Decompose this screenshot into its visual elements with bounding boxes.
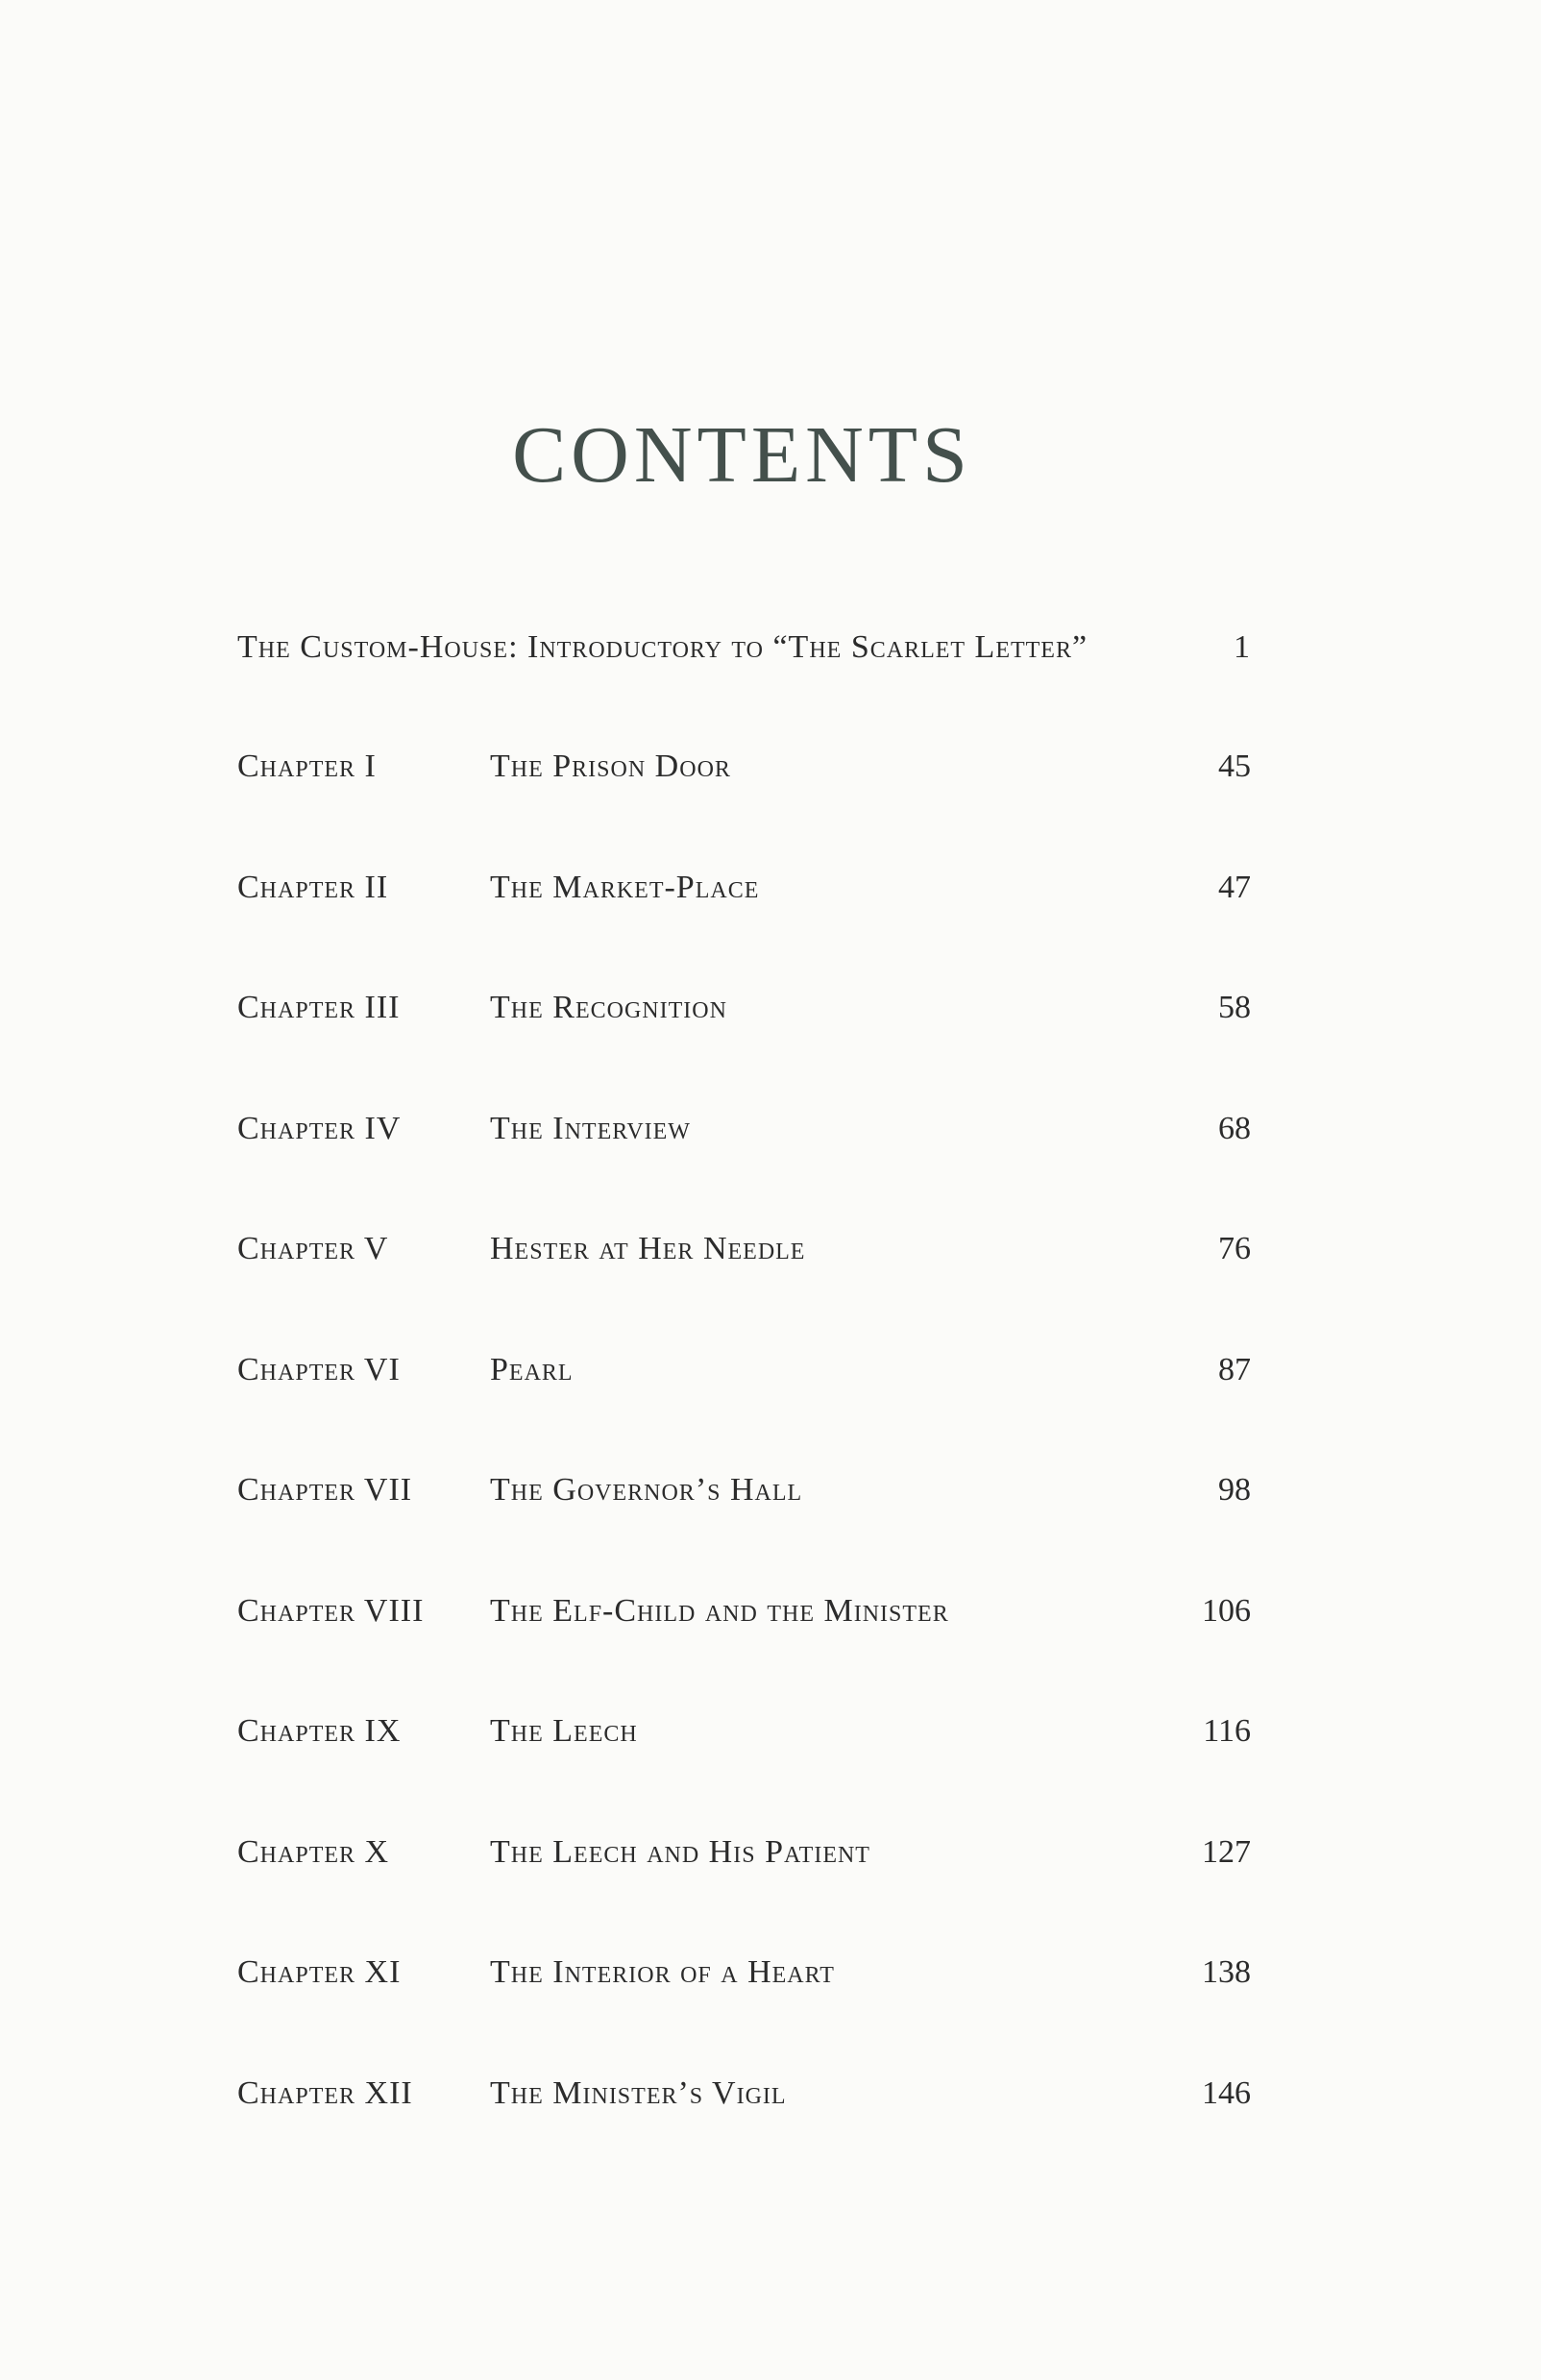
chapter-number: Chapter V (237, 1231, 389, 1266)
page-number: 68 (1218, 1110, 1251, 1146)
chapter-number: Chapter IX (237, 1713, 402, 1749)
chapter-title: The Market-Place (490, 869, 760, 905)
toc-row (237, 748, 1251, 869)
chapter-title: The Interview (490, 1110, 691, 1146)
toc-row (237, 1592, 1251, 1713)
toc-row (237, 1351, 1251, 1472)
toc-row (237, 2074, 1251, 2196)
chapter-title: The Recognition (490, 990, 727, 1025)
table-of-contents (237, 748, 1251, 2195)
toc-row (237, 989, 1251, 1110)
chapter-title: The Leech (490, 1713, 638, 1749)
toc-row (237, 1712, 1251, 1833)
page-number: 47 (1218, 869, 1251, 905)
chapter-title: The Leech and His Patient (490, 1833, 870, 1870)
chapter-title: Hester at Her Needle (490, 1231, 806, 1266)
page-number: 58 (1218, 990, 1251, 1025)
page-number: 87 (1218, 1351, 1251, 1387)
chapter-number: Chapter XII (237, 2074, 413, 2111)
page-number: 116 (1203, 1713, 1251, 1749)
page-number: 98 (1218, 1472, 1251, 1508)
chapter-title: The Elf-Child and the Minister (490, 1592, 949, 1629)
chapter-title: The Interior of a Heart (490, 1954, 835, 1990)
chapter-title: Pearl (490, 1351, 574, 1387)
chapter-title: The Prison Door (490, 748, 731, 784)
intro-title: The Custom-House: Introductory to “The Scarlet Letter” (237, 629, 1088, 665)
page-number: 146 (1202, 2074, 1251, 2111)
contents-heading: CONTENTS (512, 410, 972, 500)
toc-row (237, 1953, 1251, 2074)
page-number: 76 (1218, 1231, 1251, 1266)
page-number: 106 (1202, 1592, 1251, 1629)
page-number: 45 (1218, 748, 1251, 784)
page-number: 138 (1202, 1954, 1251, 1990)
chapter-title: The Minister’s Vigil (490, 2074, 787, 2111)
chapter-number: Chapter VIII (237, 1592, 425, 1629)
toc-intro-entry (237, 628, 1251, 668)
chapter-title: The Governor’s Hall (490, 1472, 803, 1508)
chapter-number: Chapter I (237, 748, 377, 784)
toc-row (237, 869, 1251, 990)
chapter-number: Chapter X (237, 1833, 390, 1870)
toc-row (237, 1230, 1251, 1351)
intro-page-number: 1 (1234, 629, 1251, 665)
chapter-number: Chapter XI (237, 1954, 402, 1990)
chapter-number: Chapter VI (237, 1351, 401, 1387)
chapter-number: Chapter IV (237, 1110, 402, 1146)
toc-row (237, 1833, 1251, 1954)
chapter-number: Chapter II (237, 869, 389, 905)
toc-row (237, 1471, 1251, 1592)
toc-row (237, 1110, 1251, 1231)
chapter-number: Chapter III (237, 990, 401, 1025)
page-number: 127 (1202, 1833, 1251, 1870)
chapter-number: Chapter VII (237, 1472, 413, 1508)
